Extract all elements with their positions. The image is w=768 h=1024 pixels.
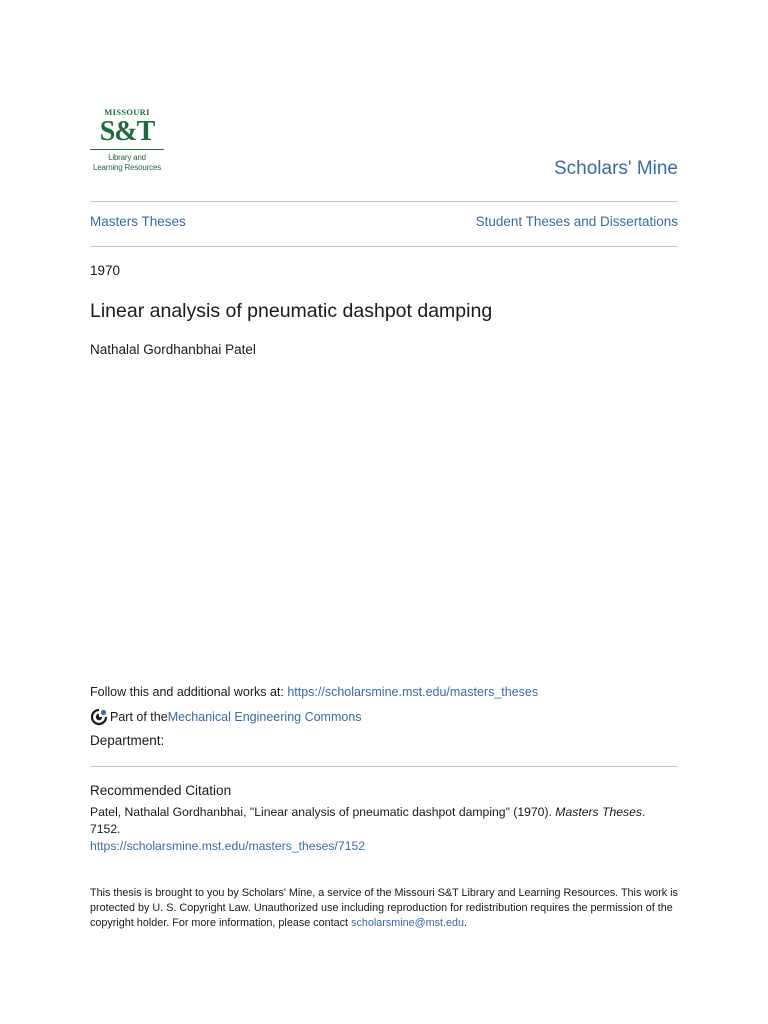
cover-page	[90, 0, 678, 1024]
part-of-prefix: Part of the	[110, 710, 168, 724]
logo-missouri-text: MISSOURI	[104, 107, 150, 117]
contact-email-link[interactable]: scholarsmine@mst.edu	[351, 917, 465, 929]
citation-series: Masters Theses	[555, 805, 642, 819]
citation-text	[90, 804, 678, 838]
publication-year: 1970	[90, 263, 121, 278]
logo-learning-text: Learning Resources	[93, 162, 161, 172]
copyright-end: .	[464, 917, 468, 929]
header-divider	[90, 201, 678, 202]
missouri-snt-logo[interactable]	[90, 108, 164, 182]
logo-library-text: Library and	[108, 153, 146, 162]
logo-rule	[90, 149, 164, 150]
student-theses-link[interactable]: Student Theses and Dissertations	[475, 214, 678, 229]
copyright-text: This thesis is brought to you by Scholars' Mine, a service of the Missouri S&T Library and Learning Resources. This work is protected by U. S. Copyright Law. Unauthorized use including reproduction for redistribution requires the permission of the copyright holder. For more information, please contact	[90, 887, 678, 929]
scholars-mine-link[interactable]: Scholars' Mine	[553, 158, 678, 179]
follow-line	[90, 684, 538, 700]
follow-url-link[interactable]: https://scholarsmine.mst.edu/masters_theses	[287, 685, 539, 699]
department-label: Department:	[90, 733, 165, 748]
citation-url-link[interactable]: https://scholarsmine.mst.edu/masters_theses/7152	[90, 839, 366, 853]
mechanical-engineering-commons-link[interactable]: Mechanical Engineering Commons	[167, 710, 362, 724]
citation-text-before: Patel, Nathalal Gordhanbhai, "Linear analysis of pneumatic dashpot damping" (1970).	[90, 805, 556, 819]
part-of-line	[90, 708, 362, 726]
citation-text-after: . 7152.	[90, 805, 646, 836]
thesis-author: Nathalal Gordhanbhai Patel	[90, 342, 256, 357]
logo-snt-text: S&T	[99, 116, 155, 147]
thesis-title: Linear analysis of pneumatic dashpot damping	[90, 300, 493, 322]
citation-divider	[90, 766, 678, 767]
nav-divider	[90, 246, 678, 247]
copyright-notice	[90, 886, 678, 931]
recommended-citation-heading: Recommended Citation	[90, 783, 232, 798]
masters-theses-link[interactable]: Masters Theses	[90, 214, 186, 229]
follow-prefix: Follow this and additional works at:	[90, 685, 288, 699]
creative-commons-network-icon	[90, 708, 108, 726]
